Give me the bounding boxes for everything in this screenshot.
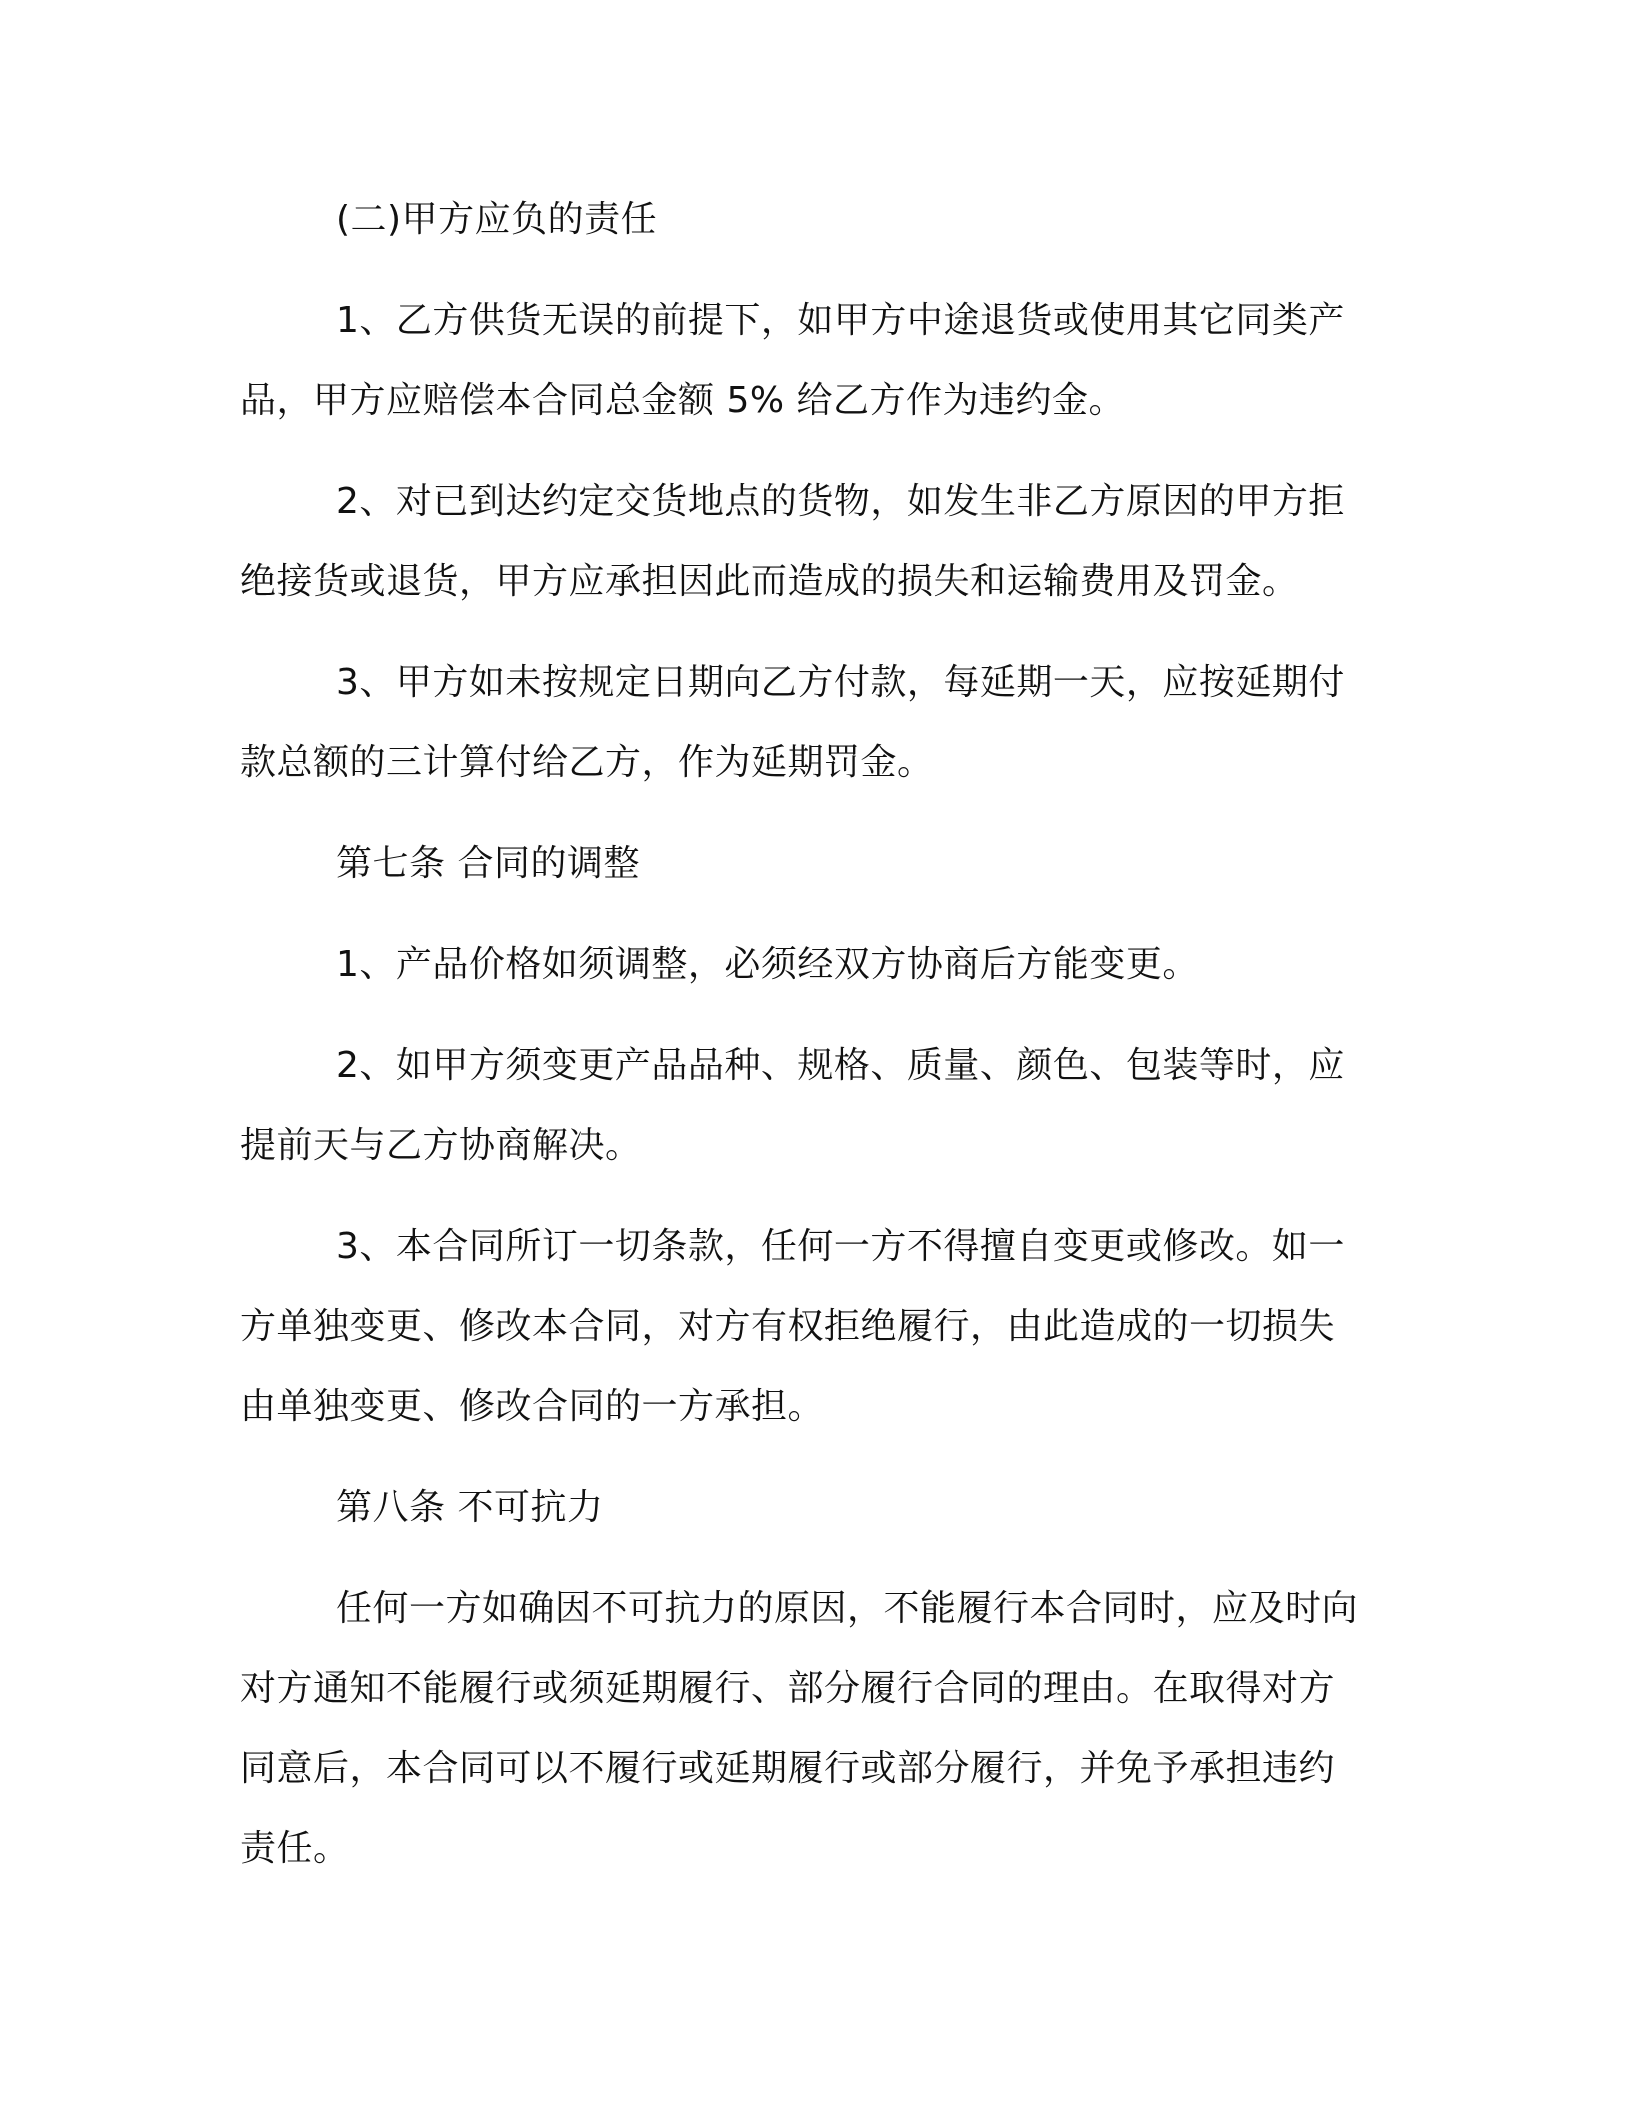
text-line: 对方通知不能履行或须延期履行、部分履行合同的理由。在取得对方 [240,1668,1336,1709]
text-line: 由单独变更、修改合同的一方承担。 [240,1386,825,1427]
text-line: 第八条 不可抗力 [336,1487,604,1528]
clause-party-a-1 [240,281,1382,441]
text-line: 责任。 [240,1828,350,1869]
clause-article-8 [240,1569,1382,1889]
text-line: 提前天与乙方协商解决。 [240,1125,642,1166]
heading-article-8 [240,1468,1382,1548]
text-line: 任何一方如确因不可抗力的原因，不能履行本合同时，应及时向 [336,1588,1359,1629]
heading-party-a-responsibilities [240,180,1382,260]
clause-article-7-1 [240,925,1382,1005]
text-line: 第七条 合同的调整 [336,843,640,884]
text-line: 1、乙方供货无误的前提下，如甲方中途退货或使用其它同类产 [336,300,1345,341]
text-line: 3、本合同所订一切条款，任何一方不得擅自变更或修改。如一 [336,1226,1345,1267]
clause-party-a-2 [240,462,1382,622]
text-line: 绝接货或退货，甲方应承担因此而造成的损失和运输费用及罚金。 [240,561,1299,602]
clause-article-7-3 [240,1207,1382,1447]
text-line: (二)甲方应负的责任 [336,199,658,240]
heading-article-7 [240,824,1382,904]
text-line: 3、甲方如未按规定日期向乙方付款，每延期一天，应按延期付 [336,662,1345,703]
clause-article-7-2 [240,1026,1382,1186]
text-line: 2、如甲方须变更产品品种、规格、质量、颜色、包装等时，应 [336,1045,1345,1086]
text-line: 同意后，本合同可以不履行或延期履行或部分履行，并免予承担违约 [240,1748,1336,1789]
text-line: 品，甲方应赔偿本合同总金额 5% 给乙方作为违约金。 [240,380,1125,421]
text-line: 1、产品价格如须调整，必须经双方协商后方能变更。 [336,944,1199,985]
document-body [240,180,1382,1910]
clause-party-a-3 [240,643,1382,803]
text-line: 款总额的三计算付给乙方，作为延期罚金。 [240,742,934,783]
text-line: 2、对已到达约定交货地点的货物，如发生非乙方原因的甲方拒 [336,481,1345,522]
text-line: 方单独变更、修改本合同，对方有权拒绝履行，由此造成的一切损失 [240,1306,1336,1347]
